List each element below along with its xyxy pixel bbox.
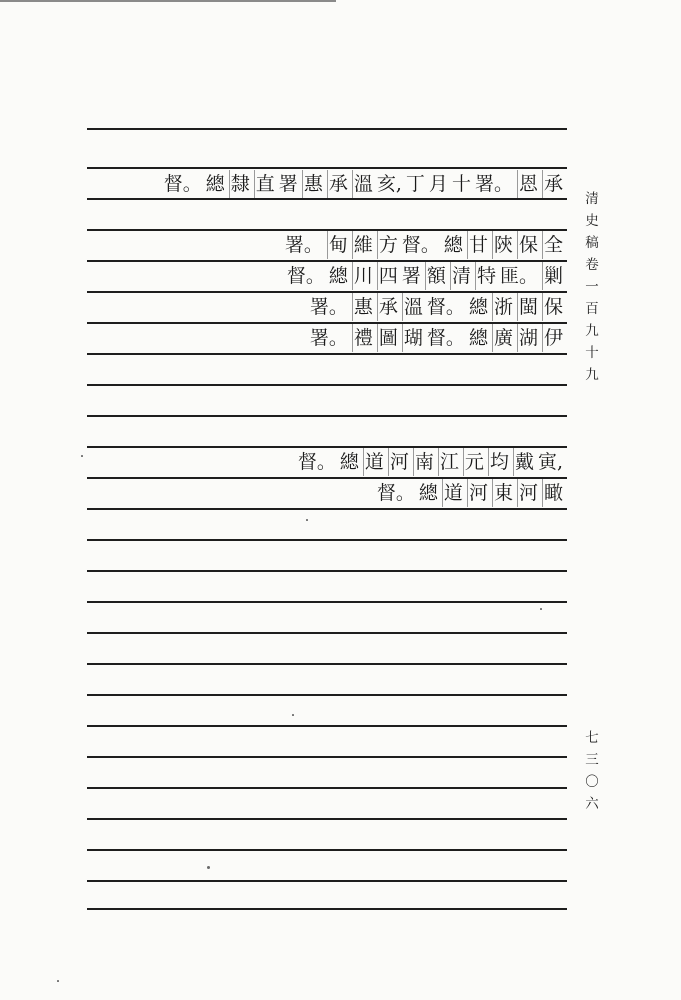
table-cell-char: 承: [542, 170, 563, 198]
table-cell-char: 川: [352, 262, 373, 290]
table-cell-char: 總: [339, 451, 359, 473]
table-cell-char: 南: [413, 448, 434, 476]
table-rule: [87, 167, 567, 169]
table-cell-char: 直: [254, 170, 275, 198]
table-cell-char: 督。: [426, 296, 465, 318]
table-cell-char: 甸: [327, 231, 348, 259]
table-cell-char: 承: [327, 170, 348, 198]
table-cell-char: 河: [517, 479, 538, 507]
table-rule: [87, 694, 567, 696]
table-cell-char: 全: [542, 231, 563, 259]
running-header-char: 卷: [585, 257, 599, 273]
table-rule: [87, 415, 567, 417]
table-row: [310, 293, 563, 321]
table-cell-char: 總: [443, 234, 463, 256]
table-rule: [87, 880, 567, 882]
table-rule: [87, 353, 567, 355]
table-rule: [87, 787, 567, 789]
table-cell-char: 署。: [309, 296, 348, 318]
table-cell-char: 署: [278, 173, 298, 195]
table-cell-char: 督。: [376, 482, 415, 504]
page-number-char: 六: [585, 796, 599, 812]
table-cell-char: 保: [517, 231, 538, 259]
table-rule: [87, 601, 567, 603]
table-cell-char: 督。: [297, 451, 336, 473]
table-cell-char: 月: [428, 173, 448, 195]
table-cell-char: 禮: [352, 324, 373, 352]
table-cell-char: 浙: [492, 293, 513, 321]
table-cell-char: 督。: [426, 327, 465, 349]
table-cell-char: 總: [468, 296, 488, 318]
table-cell-char: 署。: [474, 173, 513, 195]
table-rule: [87, 128, 567, 130]
table-rule: [87, 908, 567, 910]
table-cell-char: 廣: [492, 324, 513, 352]
table-rule: [87, 508, 567, 510]
table-cell-char: 四: [377, 262, 398, 290]
table-cell-char: 溫: [402, 293, 423, 321]
running-header-char: 史: [585, 213, 599, 229]
table-cell-char: 額: [425, 262, 446, 290]
table-cell-char: 瞰: [542, 479, 563, 507]
running-header-char: 九: [585, 323, 599, 339]
table-rule: [87, 570, 567, 572]
table-cell-char: 督。: [401, 234, 440, 256]
table-cell-char: 匪。: [499, 265, 538, 287]
table-cell-char: 十: [451, 173, 471, 195]
table-cell-char: 戴: [513, 448, 534, 476]
running-header-char: 清: [585, 191, 599, 207]
table-row: [164, 170, 563, 198]
page-number: [582, 727, 602, 815]
table-cell-char: 隸: [229, 170, 250, 198]
running-header-char: 百: [585, 301, 599, 317]
running-header: [582, 188, 602, 386]
table-cell-char: 道: [363, 448, 384, 476]
table-cell-char: 寅,: [537, 451, 563, 473]
table-cell-char: 瑚: [402, 324, 423, 352]
table-row: [285, 231, 563, 259]
table-rule: [87, 384, 567, 386]
table-cell-char: 閩: [517, 293, 538, 321]
table-rule: [87, 725, 567, 727]
table-cell-char: 保: [542, 293, 563, 321]
table-cell-char: 江: [438, 448, 459, 476]
table-cell-char: 督。: [163, 173, 202, 195]
table-cell-char: 特: [475, 262, 496, 290]
table-cell-char: 均: [488, 448, 509, 476]
table-cell-char: 總: [328, 265, 348, 287]
table-cell-char: 陝: [492, 231, 513, 259]
table-cell-char: 惠: [352, 293, 373, 321]
table-cell-char: 溫: [352, 170, 373, 198]
page-number-char: 〇: [585, 774, 599, 790]
table-cell-char: 總: [205, 173, 225, 195]
table-cell-char: 署: [401, 265, 421, 287]
table-cell-char: 署。: [309, 327, 348, 349]
scan-speck: [292, 714, 294, 716]
running-header-char: 一: [585, 279, 599, 295]
table-row: [377, 479, 563, 507]
scan-speck: [57, 980, 59, 982]
table-rule: [87, 849, 567, 851]
scan-speck: [81, 455, 83, 457]
table-rule: [87, 632, 567, 634]
table-rule: [87, 756, 567, 758]
table-rule: [87, 198, 567, 200]
top-scan-border: [0, 0, 336, 2]
table-row: [310, 324, 563, 352]
table-cell-char: 剿: [542, 262, 563, 290]
table-cell-char: 圖: [377, 324, 398, 352]
table-cell-char: 督。: [286, 265, 325, 287]
table-rule: [87, 663, 567, 665]
table-cell-char: 元: [463, 448, 484, 476]
table-cell-char: 亥,: [376, 173, 402, 195]
page-number-char: 三: [585, 752, 599, 768]
table-cell-char: 河: [388, 448, 409, 476]
table-cell-char: 丁: [405, 173, 425, 195]
table-cell-char: 湖: [517, 324, 538, 352]
running-header-char: 十: [585, 345, 599, 361]
table-row: [287, 262, 563, 290]
table-cell-char: 總: [468, 327, 488, 349]
table-cell-char: 惠: [302, 170, 323, 198]
table-cell-char: 道: [442, 479, 463, 507]
scan-speck: [207, 866, 210, 869]
table-cell-char: 承: [377, 293, 398, 321]
page-number-char: 七: [585, 730, 599, 746]
table-row: [298, 448, 563, 476]
table-cell-char: 伊: [542, 324, 563, 352]
table-cell-char: 恩: [517, 170, 538, 198]
table-cell-char: 署。: [284, 234, 323, 256]
running-header-char: 九: [585, 367, 599, 383]
table-cell-char: 清: [450, 262, 471, 290]
table-rule: [87, 539, 567, 541]
table-cell-char: 維: [352, 231, 373, 259]
table-cell-char: 河: [467, 479, 488, 507]
running-header-char: 稿: [585, 235, 599, 251]
table-cell-char: 東: [492, 479, 513, 507]
table-cell-char: 方: [377, 231, 398, 259]
table-cell-char: 甘: [467, 231, 488, 259]
scan-speck: [540, 608, 542, 610]
scan-speck: [306, 519, 308, 521]
table-rule: [87, 818, 567, 820]
table-cell-char: 總: [418, 482, 438, 504]
